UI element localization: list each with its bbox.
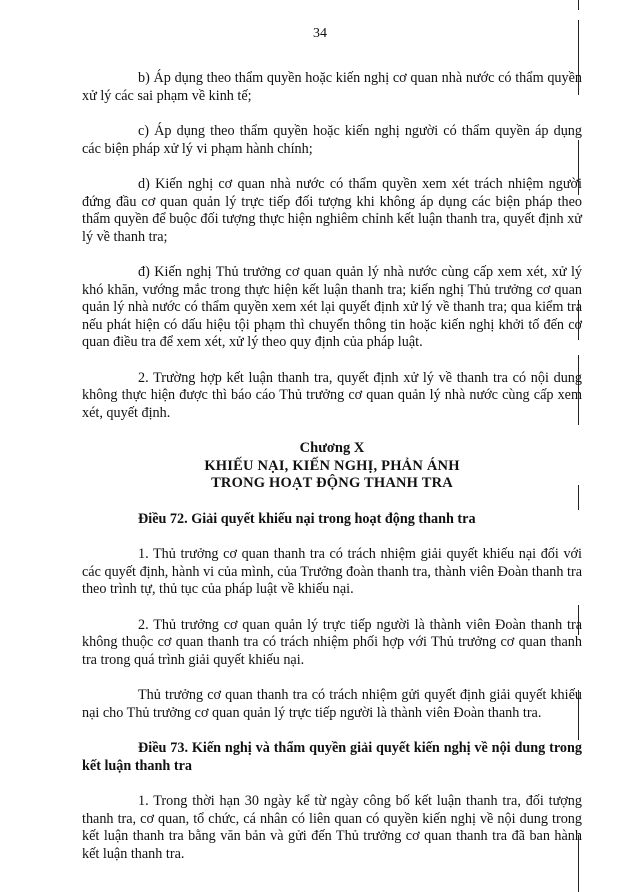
paragraph-dd: đ) Kiến nghị Thủ trưởng cơ quan quản lý nhà nước cùng cấp xem xét, xử lý khó khăn, vướng mắc trong thực hiện kết luận thanh tra; kiến nghị Thủ trưởng cơ quan quản lý nhà nước có thẩm quyền xem xét lại quyết định xử lý về thanh tra; qua kiểm tra nếu phát hiện có dấu hiệu tội phạm thì chuyển thông tin hoặc kiến nghị khởi tố đến cơ quan điều tra để xem xét, xử lý theo quy định của pháp luật.: [82, 264, 582, 350]
article-72-paragraph: 1. Thủ trưởng cơ quan thanh tra có trách nhiệm giải quyết khiếu nại đối với các quyết định, hành vi của mình, của Trưởng đoàn thanh tra, thành viên Đoàn thanh tra theo trình tự, thủ tục của pháp luật về khiếu nại.: [82, 546, 582, 597]
paragraph-2: 2. Trường hợp kết luận thanh tra, quyết định xử lý về thanh tra có nội dung không thực hiện được thì báo cáo Thủ trưởng cơ quan quản lý nhà nước cùng cấp xem xét, quyết định.: [82, 369, 582, 421]
chapter-title-line-2: TRONG HOẠT ĐỘNG THANH TRA: [211, 475, 453, 491]
article-72-paragraph: Thủ trưởng cơ quan thanh tra có trách nhiệm gửi quyết định giải quyết khiếu nại cho Thủ trưởng cơ quan quản lý trực tiếp người là thành viên Đoàn thanh tra.: [82, 687, 582, 721]
paragraph-b: b) Áp dụng theo thẩm quyền hoặc kiến nghị cơ quan nhà nước có thẩm quyền xử lý các sai phạm về kinh tế;: [82, 70, 582, 104]
chapter-number: Chương X: [299, 440, 365, 456]
paragraph-d: d) Kiến nghị cơ quan nhà nước có thẩm quyền xem xét trách nhiệm người đứng đầu cơ quan quản lý trực tiếp đối tượng khi không áp dụng các biện pháp theo thẩm quyền để buộc đối tượng thực hiện nghiêm chỉnh kết luận thanh tra, quyết định xử lý về thanh tra;: [82, 176, 582, 245]
scan-margin-line: [578, 0, 579, 10]
paragraph-c: c) Áp dụng theo thẩm quyền hoặc kiến nghị người có thẩm quyền áp dụng các biện pháp xử lý vi phạm hành chính;: [82, 123, 582, 157]
chapter-title-line-1: KHIẾU NẠI, KIẾN NGHỊ, PHẢN ÁNH: [204, 457, 460, 474]
page-number: 34: [313, 26, 327, 41]
document-body: [82, 70, 582, 881]
article-73-paragraph: 1. Trong thời hạn 30 ngày kể từ ngày công bố kết luận thanh tra, đối tượng thanh tra, cơ quan, tổ chức, cá nhân có liên quan có quyền kiến nghị về nội dung trong kết luận thanh tra bằng văn bản và gửi đến Thủ trưởng cơ quan thanh tra đã ban hành kết luận thanh tra.: [82, 793, 582, 862]
chapter-heading: [82, 440, 582, 493]
article-73-heading: Điều 73. Kiến nghị và thẩm quyền giải quyết kiến nghị về nội dung trong kết luận thanh tra: [82, 740, 582, 774]
article-72-heading: Điều 72. Giải quyết khiếu nại trong hoạt động thanh tra: [138, 510, 476, 527]
article-72-paragraph: 2. Thủ trưởng cơ quan quản lý trực tiếp người là thành viên Đoàn thanh tra không thuộc cơ quan thanh tra có trách nhiệm phối hợp với Thủ trưởng cơ quan thanh tra trong quá trình giải quyết khiếu nại.: [82, 616, 582, 668]
